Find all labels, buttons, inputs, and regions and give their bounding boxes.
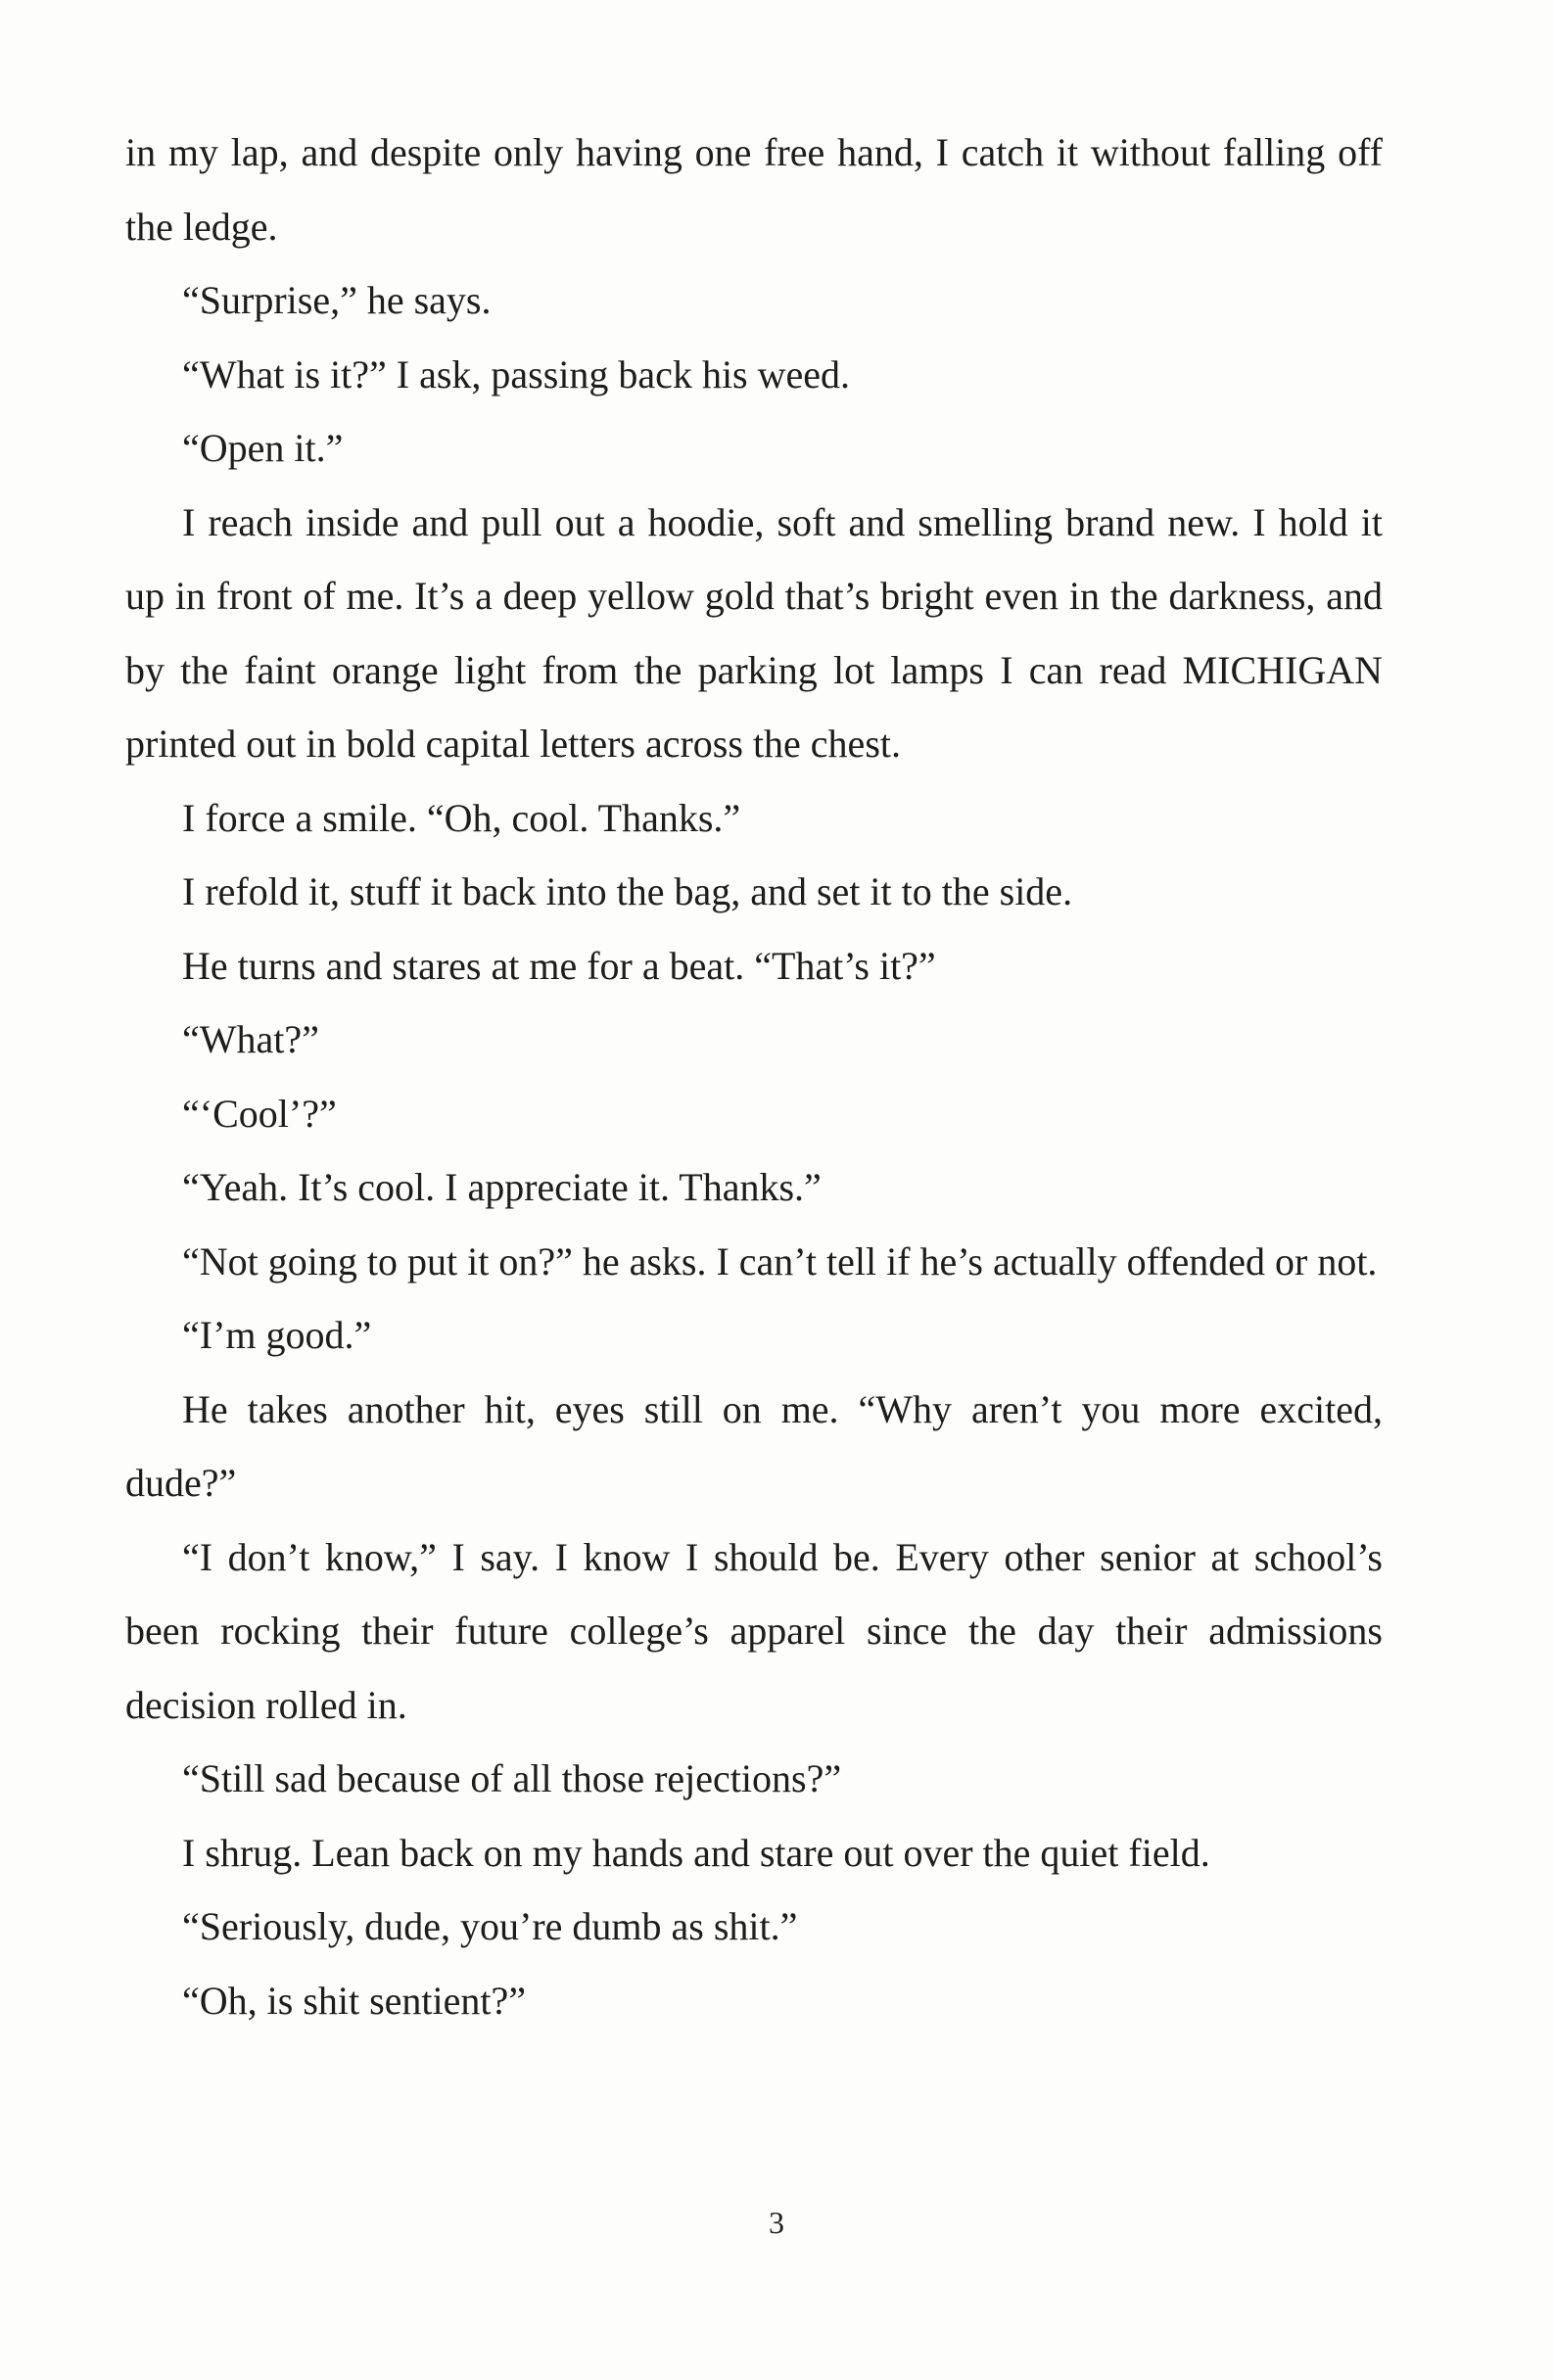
paragraph: “I’m good.”: [182, 1313, 372, 1357]
page-number: 3: [769, 2205, 784, 2240]
paragraph: I shrug. Lean back on my hands and stare out over the quiet field.: [182, 1830, 1210, 1875]
paragraph: “What is it?” I ask, passing back his weed.: [182, 351, 851, 397]
paragraph: “Open it.”: [182, 426, 344, 470]
paragraph: I reach inside and pull out a hoodie, soft and smelling brand new. I hold it up in front of me. It’s a deep yellow gold that’s bright even in the darkness, and by the faint orange light from the parking lot lamps I can read MICHIGAN printed out in bold capital letters across the chest.: [125, 499, 1383, 766]
paragraph: He turns and stares at me for a beat. “That’s it?”: [182, 943, 936, 988]
paragraph: “Yeah. It’s cool. I appreciate it. Thanks.”: [182, 1165, 822, 1209]
body-text: [125, 116, 1383, 2037]
paragraph-continued: in my lap, and despite only having one free hand, I catch it without falling off the ledge.: [125, 130, 1383, 249]
paragraph: “Not going to put it on?” he asks. I can’t tell if he’s actually offended or not.: [182, 1238, 1378, 1283]
paragraph: “What?”: [182, 1017, 319, 1061]
paragraph: I force a smile. “Oh, cool. Thanks.”: [182, 795, 741, 840]
paragraph: “Oh, is shit sentient?”: [182, 1978, 527, 2023]
paragraph: “I don’t know,” I say. I know I should be. Every other senior at school’s been rocking their future college’s apparel since the day their admissions decision rolled in.: [125, 1534, 1383, 1727]
paragraph: “‘Cool’?”: [182, 1091, 337, 1136]
paragraph: “Surprise,” he says.: [182, 278, 492, 322]
paragraph: “Still sad because of all those rejections?”: [182, 1756, 842, 1800]
paragraph: “Seriously, dude, you’re dumb as shit.”: [182, 1904, 798, 1948]
paragraph: I refold it, stuff it back into the bag, and set it to the side.: [182, 869, 1073, 913]
paragraph: He takes another hit, eyes still on me. “Why aren’t you more excited, dude?”: [125, 1386, 1383, 1505]
